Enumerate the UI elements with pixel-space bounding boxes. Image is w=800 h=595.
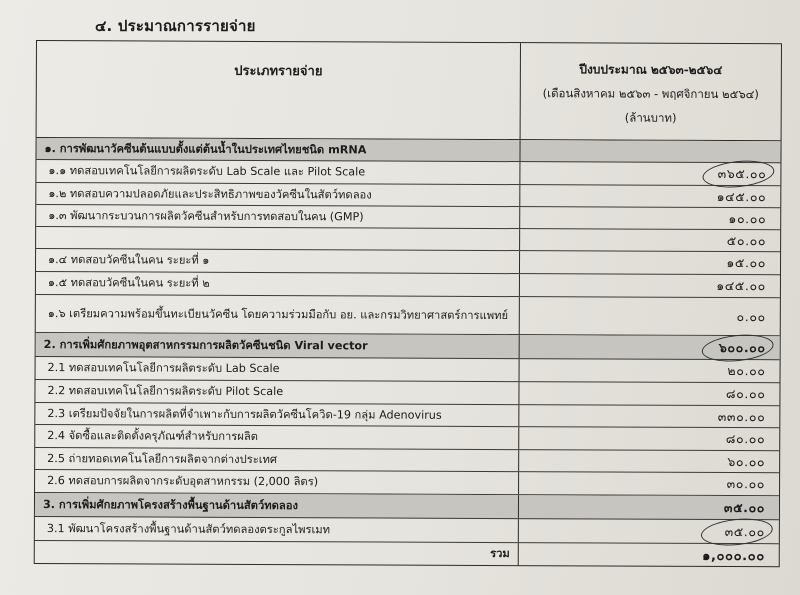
row-amount bbox=[520, 274, 780, 297]
amount-value: ๘๐.๐๐ bbox=[725, 386, 766, 402]
amount-value: ๓๐.๐๐ bbox=[726, 476, 766, 492]
section-row bbox=[36, 333, 780, 360]
header-period: (เดือนสิงหาคม ๒๕๖๓ - พฤศจิกายน ๒๕๖๔) bbox=[542, 86, 759, 102]
row-label: ๑. การพัฒนาวัคซีนต้นแบบตั้งแต่ต้นน้ำในประเทศไทยชนิด mRNA bbox=[36, 138, 520, 161]
amount-value: ๖๐๐.๐๐ bbox=[718, 339, 766, 355]
row-amount bbox=[520, 229, 780, 251]
row-label: 2. การเพิ่มศักยภาพอุตสาหกรรมการผลิตวัคซีนชนิด Viral vector bbox=[36, 333, 520, 358]
table-row bbox=[35, 470, 779, 496]
row-label: ๑.๑ ทดสอบเทคโนโลยีการผลิตระดับ Lab Scale และ Pilot Scale bbox=[36, 160, 520, 184]
amount-value: ๑๔๕.๐๐ bbox=[716, 188, 767, 204]
table-row bbox=[36, 227, 780, 252]
row-label: ๑.๔ ทดสอบวัคซีนในคน ระยะที่ ๑ bbox=[36, 249, 520, 273]
row-label: 2.5 ถ่ายทอดเทคโนโลยีการผลิตจากต่างประเทศ bbox=[35, 448, 519, 471]
table-row bbox=[35, 517, 779, 544]
table-row bbox=[35, 448, 779, 473]
row-amount bbox=[519, 519, 779, 543]
row-amount bbox=[520, 140, 780, 162]
header-budget-year bbox=[521, 43, 781, 140]
row-label: ๑.๖ เตรียมความพร้อมขึ้นทะเบียนวัคซีน โดยความร่วมมือกับ อย. และกรมวิทยาศาสตร์การแพทย์ bbox=[36, 295, 520, 334]
amount-value: ๘๐.๐๐ bbox=[725, 431, 766, 447]
row-amount bbox=[519, 427, 779, 450]
total-amount bbox=[519, 543, 779, 566]
header-unit: (ล้านบาท) bbox=[624, 110, 677, 125]
expense-table bbox=[34, 40, 782, 567]
row-amount bbox=[519, 495, 779, 519]
table-row bbox=[36, 295, 780, 336]
amount-value: ๑๐.๐๐ bbox=[728, 210, 767, 226]
amount-value: ๓๓๐.๐๐ bbox=[717, 408, 766, 424]
row-amount bbox=[520, 251, 780, 274]
row-amount bbox=[520, 162, 780, 185]
total-label: รวม bbox=[35, 541, 519, 565]
header-fiscal-year: ปีงบประมาณ ๒๕๖๓-๒๕๖๔ bbox=[579, 62, 723, 77]
row-label: 2.3 เตรียมปัจจัยในการผลิตที่จำเพาะกับการผลิตวัคซีนโควิด-19 กลุ่ม Adenovirus bbox=[35, 403, 519, 426]
section-row bbox=[36, 138, 780, 163]
row-amount bbox=[520, 335, 780, 359]
amount-value: ๕๐.๐๐ bbox=[726, 232, 767, 248]
amount-value: ๖๐.๐๐ bbox=[727, 453, 766, 469]
table-row bbox=[35, 425, 779, 451]
row-label: ๑.๓ พัฒนากระบวนการผลิตวัคซีนสำหรับการทดสอบในคน (GMP) bbox=[36, 205, 520, 228]
table-header bbox=[37, 41, 781, 141]
table-row bbox=[35, 380, 779, 406]
row-label: 2.2 ทดสอบเทคโนโลยีการผลิตระดับ Pilot Scale bbox=[35, 380, 519, 404]
row-label: 2.6 ทดสอบการผลิตจากระดับอุตสาหกรรม (2,000 ลิตร) bbox=[35, 470, 519, 494]
row-label: 2.4 จัดซื้อและติดตั้งครุภัณฑ์สำหรับการผลิต bbox=[35, 425, 519, 449]
row-amount bbox=[519, 405, 779, 427]
table-row bbox=[36, 160, 780, 186]
row-label: 3. การเพิ่มศักยภาพโครงสร้างพื้นฐานด้านสัตว์ทดลอง bbox=[35, 493, 519, 518]
amount-value: ๒๐.๐๐ bbox=[727, 363, 766, 379]
row-amount bbox=[519, 450, 779, 472]
amount-value: ๓๕.๐๐ bbox=[724, 523, 765, 539]
row-amount bbox=[520, 359, 780, 382]
table-row bbox=[36, 272, 780, 298]
table-row bbox=[36, 205, 780, 230]
amount-value: ๑๔๕.๐๐ bbox=[716, 277, 766, 294]
total-row bbox=[35, 541, 779, 566]
header-expense-type: ประเภทรายจ่าย bbox=[37, 41, 521, 139]
amount-value: ๐.๐๐ bbox=[736, 308, 766, 324]
table-row bbox=[36, 357, 780, 383]
amount-value: ๓๕.๐๐ bbox=[723, 499, 766, 515]
row-label: 3.1 พัฒนาโครงสร้างพื้นฐานด้านสัตว์ทดลองตระกูลไพรเมท bbox=[35, 517, 519, 542]
section-row bbox=[35, 493, 779, 520]
amount-value: ๓๖๕.๐๐ bbox=[717, 165, 767, 182]
amount-value: ๑,๐๐๐.๐๐ bbox=[702, 548, 765, 564]
amount-value: ๑๕.๐๐ bbox=[726, 255, 767, 271]
row-label bbox=[36, 227, 520, 250]
table-body bbox=[35, 138, 781, 566]
row-amount bbox=[520, 207, 780, 229]
table-row bbox=[36, 183, 780, 208]
table-row bbox=[35, 403, 779, 428]
table-row bbox=[36, 249, 780, 275]
section-heading: ๔. ประมาณการรายจ่าย bbox=[95, 17, 256, 35]
row-amount bbox=[520, 297, 780, 335]
row-amount bbox=[520, 185, 780, 207]
row-label: 2.1 ทดสอบเทคโนโลยีการผลิตระดับ Lab Scale bbox=[36, 357, 520, 381]
row-label: ๑.๕ ทดสอบวัคซีนในคน ระยะที่ ๒ bbox=[36, 272, 520, 296]
row-amount bbox=[519, 382, 779, 405]
row-label: ๑.๒ ทดสอบความปลอดภัยและประสิทธิภาพของวัคซีนในสัตว์ทดลอง bbox=[36, 183, 520, 206]
row-amount bbox=[519, 472, 779, 495]
